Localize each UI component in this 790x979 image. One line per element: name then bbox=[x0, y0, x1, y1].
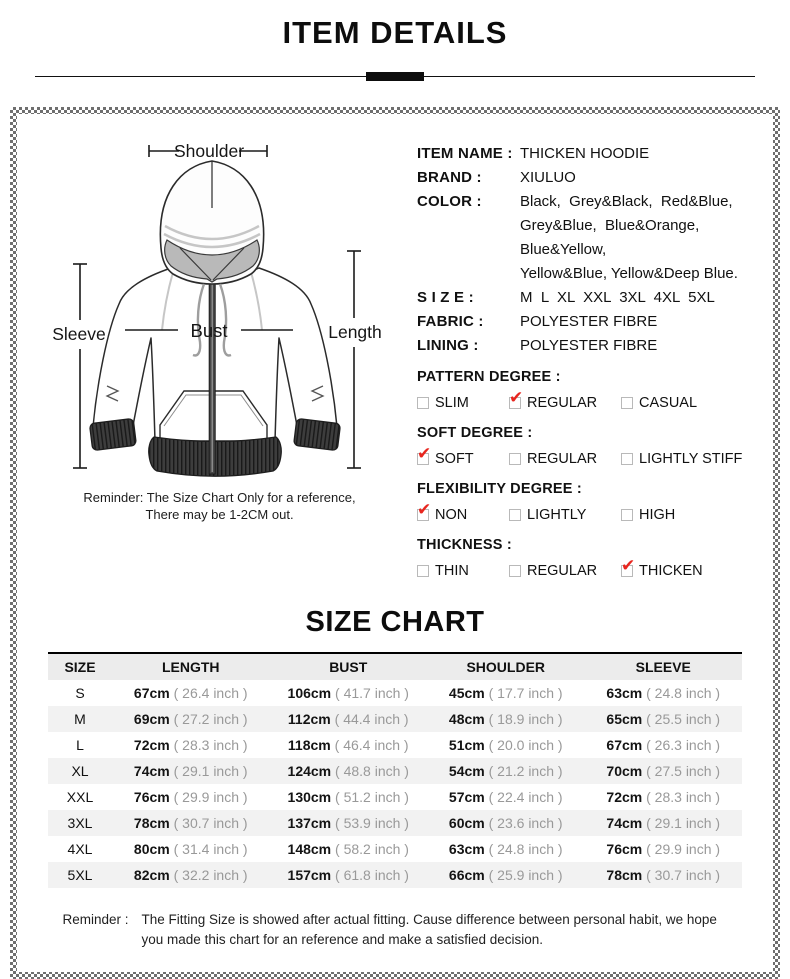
table-row bbox=[48, 810, 742, 836]
measure-cm: 63cm bbox=[448, 841, 485, 857]
measure-cell bbox=[427, 862, 585, 888]
column-header: SIZE bbox=[48, 653, 112, 680]
measure-cell bbox=[112, 836, 270, 862]
measure-cm: 124cm bbox=[287, 763, 332, 779]
option-regular bbox=[509, 388, 621, 411]
measure-inch: ( 20.0 inch ) bbox=[484, 737, 563, 753]
diagram-reminder-line1: Reminder: The Size Chart Only for a reference, bbox=[83, 490, 356, 505]
measure-inch: ( 27.2 inch ) bbox=[169, 711, 248, 727]
cuff-right bbox=[294, 418, 341, 450]
checkbox-unchecked[interactable] bbox=[621, 397, 633, 409]
measure-cm: 57cm bbox=[448, 789, 485, 805]
option-thin bbox=[417, 563, 509, 579]
checkered-frame bbox=[10, 107, 780, 979]
top-section bbox=[17, 122, 773, 582]
option-row bbox=[417, 500, 759, 526]
option-regular bbox=[509, 563, 621, 579]
option-label: THIN bbox=[435, 563, 469, 579]
measure-cell bbox=[270, 732, 428, 758]
option-lightly bbox=[509, 507, 621, 523]
option-row bbox=[417, 444, 759, 470]
measure-cell bbox=[112, 680, 270, 706]
spec-label: BRAND : bbox=[417, 169, 482, 186]
measure-cell bbox=[112, 732, 270, 758]
hoodie-illustration bbox=[27, 128, 412, 480]
measure-cell bbox=[585, 862, 743, 888]
option-label: CASUAL bbox=[639, 395, 698, 411]
measure-inch: ( 27.5 inch ) bbox=[642, 763, 721, 779]
option-group bbox=[417, 423, 759, 470]
measure-cm: 70cm bbox=[606, 763, 643, 779]
column-header: SLEEVE bbox=[585, 653, 743, 680]
measure-cm: 67cm bbox=[606, 737, 643, 753]
size-table-head-row bbox=[48, 653, 742, 680]
color-line: Yellow&Blue, Yellow&Deep Blue. bbox=[520, 265, 738, 282]
column-header: SHOULDER bbox=[427, 653, 585, 680]
option-group bbox=[417, 535, 759, 582]
option-groups bbox=[417, 367, 759, 582]
measure-cell bbox=[112, 758, 270, 784]
spec-label: ITEM NAME : bbox=[417, 145, 513, 162]
measure-cell bbox=[270, 706, 428, 732]
sleeve-label: Sleeve bbox=[52, 324, 106, 344]
measure-inch: ( 22.4 inch ) bbox=[484, 789, 563, 805]
measure-cm: 48cm bbox=[448, 711, 485, 727]
frame-content bbox=[17, 114, 773, 972]
measure-cm: 130cm bbox=[287, 789, 332, 805]
spec-label: COLOR : bbox=[417, 193, 482, 210]
checkbox-unchecked[interactable] bbox=[509, 565, 521, 577]
measure-cm: 54cm bbox=[448, 763, 485, 779]
checkbox-checked[interactable] bbox=[417, 444, 432, 465]
measure-cell bbox=[427, 810, 585, 836]
measure-cell bbox=[585, 836, 743, 862]
size-cell: L bbox=[76, 737, 84, 753]
size-cell: 3XL bbox=[67, 815, 93, 831]
measure-inch: ( 30.7 inch ) bbox=[642, 867, 721, 883]
measure-cell bbox=[270, 836, 428, 862]
measure-cm: 63cm bbox=[606, 685, 643, 701]
measure-inch: ( 24.8 inch ) bbox=[484, 841, 563, 857]
footer-reminder bbox=[63, 910, 728, 950]
measure-cm: 148cm bbox=[287, 841, 332, 857]
measure-cm: 69cm bbox=[133, 711, 170, 727]
table-row bbox=[48, 758, 742, 784]
measure-cell bbox=[427, 732, 585, 758]
table-row bbox=[48, 862, 742, 888]
measure-inch: ( 32.2 inch ) bbox=[169, 867, 248, 883]
measure-cm: 67cm bbox=[133, 685, 170, 701]
sleeve-measure bbox=[73, 264, 87, 468]
option-soft bbox=[417, 444, 509, 467]
option-label: SOFT bbox=[435, 451, 474, 467]
measure-inch: ( 26.3 inch ) bbox=[642, 737, 721, 753]
measure-inch: ( 46.4 inch ) bbox=[330, 737, 409, 753]
measure-cm: 72cm bbox=[606, 789, 643, 805]
checkbox-checked[interactable] bbox=[509, 388, 524, 409]
option-label: REGULAR bbox=[527, 395, 598, 411]
measure-cm: 78cm bbox=[606, 867, 643, 883]
length-measure bbox=[347, 251, 361, 468]
measure-cell bbox=[585, 732, 743, 758]
spec-label: LINING : bbox=[417, 337, 479, 354]
measure-cm: 137cm bbox=[287, 815, 332, 831]
measure-cell bbox=[585, 784, 743, 810]
measure-inch: ( 29.9 inch ) bbox=[642, 841, 721, 857]
page-title: ITEM DETAILS bbox=[282, 15, 508, 50]
measure-inch: ( 29.9 inch ) bbox=[169, 789, 248, 805]
measure-inch: ( 26.4 inch ) bbox=[169, 685, 248, 701]
option-group-title: FLEXIBILITY DEGREE : bbox=[417, 481, 582, 497]
color-values bbox=[520, 190, 759, 286]
column-header: BUST bbox=[270, 653, 428, 680]
spec-color bbox=[417, 190, 759, 286]
column-header: LENGTH bbox=[112, 653, 270, 680]
measure-inch: ( 17.7 inch ) bbox=[484, 685, 563, 701]
option-thicken bbox=[621, 556, 703, 579]
measure-cell bbox=[270, 680, 428, 706]
table-row bbox=[48, 836, 742, 862]
table-row bbox=[48, 706, 742, 732]
measure-inch: ( 23.6 inch ) bbox=[484, 815, 563, 831]
option-casual bbox=[621, 395, 697, 411]
option-label: REGULAR bbox=[527, 451, 598, 467]
spec-fabric bbox=[417, 310, 759, 334]
measure-cell bbox=[585, 706, 743, 732]
measure-cell bbox=[427, 758, 585, 784]
measure-inch: ( 53.9 inch ) bbox=[331, 815, 409, 831]
measure-cm: 118cm bbox=[287, 737, 331, 753]
measure-cm: 80cm bbox=[133, 841, 170, 857]
option-label: SLIM bbox=[435, 395, 469, 411]
measure-inch: ( 18.9 inch ) bbox=[484, 711, 563, 727]
measure-cm: 78cm bbox=[133, 815, 170, 831]
spec-lining bbox=[417, 334, 759, 358]
measure-cell bbox=[112, 784, 270, 810]
spec-label: FABRIC : bbox=[417, 313, 484, 330]
measure-inch: ( 48.8 inch ) bbox=[331, 763, 409, 779]
footer-reminder-label: Reminder : bbox=[62, 912, 129, 927]
measure-cm: 45cm bbox=[448, 685, 485, 701]
cuff-left bbox=[89, 418, 136, 450]
item-details-panel bbox=[417, 122, 773, 582]
measure-inch: ( 28.3 inch ) bbox=[642, 789, 721, 805]
measure-cm: 72cm bbox=[133, 737, 170, 753]
checkbox-checked[interactable] bbox=[621, 556, 636, 577]
bust-label: Bust bbox=[190, 320, 228, 341]
size-cell: M bbox=[74, 711, 86, 727]
table-row bbox=[48, 784, 742, 810]
diagram-reminder bbox=[27, 489, 412, 523]
measure-cell bbox=[427, 706, 585, 732]
size-cell: XXL bbox=[66, 789, 94, 805]
measure-cell bbox=[112, 862, 270, 888]
measure-cm: 74cm bbox=[133, 763, 170, 779]
spec-value: THICKEN HOODIE bbox=[520, 145, 650, 162]
measure-inch: ( 25.5 inch ) bbox=[642, 711, 721, 727]
size-cell: 4XL bbox=[67, 841, 93, 857]
option-label: LIGHTLY STIFF bbox=[639, 451, 743, 467]
check-icon: ✔ bbox=[621, 556, 636, 576]
hoodie-diagram bbox=[17, 122, 417, 582]
measure-cm: 66cm bbox=[448, 867, 485, 883]
spec-item-name bbox=[417, 142, 759, 166]
option-label: THICKEN bbox=[639, 563, 703, 579]
measure-inch: ( 51.2 inch ) bbox=[331, 789, 409, 805]
measure-inch: ( 25.9 inch ) bbox=[484, 867, 563, 883]
footer-reminder-text: The Fitting Size is showed after actual fitting. Cause difference between personal habit, we hope you made this chart for an reference and make a satisfied decision. bbox=[141, 912, 717, 947]
divider-center-bar bbox=[366, 72, 424, 81]
option-non bbox=[417, 500, 509, 523]
checkbox-unchecked[interactable] bbox=[417, 397, 429, 409]
measure-inch: ( 29.1 inch ) bbox=[169, 763, 248, 779]
option-group-title: THICKNESS : bbox=[417, 537, 512, 553]
spec-label: S I Z E : bbox=[417, 289, 474, 306]
option-label: NON bbox=[435, 507, 468, 523]
spec-value: M L XL XXL 3XL 4XL 5XL bbox=[520, 289, 715, 306]
checkbox-unchecked[interactable] bbox=[621, 509, 633, 521]
shoulder-label: Shoulder bbox=[173, 141, 245, 161]
size-chart-table bbox=[48, 652, 742, 888]
measure-inch: ( 24.8 inch ) bbox=[642, 685, 721, 701]
option-high bbox=[621, 507, 675, 523]
title-divider bbox=[35, 72, 755, 81]
check-icon: ✔ bbox=[417, 444, 432, 464]
measure-cm: 157cm bbox=[287, 867, 332, 883]
measure-cell bbox=[585, 680, 743, 706]
measure-inch: ( 30.7 inch ) bbox=[169, 815, 248, 831]
measure-cell bbox=[112, 810, 270, 836]
option-group bbox=[417, 479, 759, 526]
color-line: Grey&Blue, Blue&Orange, Blue&Yellow, bbox=[520, 217, 704, 258]
spec-value: POLYESTER FIBRE bbox=[520, 313, 658, 330]
checkbox-unchecked[interactable] bbox=[417, 565, 429, 577]
measure-inch: ( 41.7 inch ) bbox=[331, 685, 409, 701]
measure-cell bbox=[585, 810, 743, 836]
option-label: HIGH bbox=[639, 507, 676, 523]
measure-cm: 76cm bbox=[133, 789, 170, 805]
spec-value: XIULUO bbox=[520, 169, 576, 186]
option-lightly-stiff bbox=[621, 451, 742, 467]
size-cell: 5XL bbox=[67, 867, 93, 883]
length-label: Length bbox=[328, 322, 382, 342]
measure-cm: 106cm bbox=[287, 685, 332, 701]
checkbox-unchecked[interactable] bbox=[621, 453, 633, 465]
measure-cell bbox=[270, 758, 428, 784]
diagram-reminder-line2: There may be 1-2CM out. bbox=[145, 507, 294, 522]
option-group-title: PATTERN DEGREE : bbox=[417, 369, 561, 385]
measure-cell bbox=[270, 862, 428, 888]
checkbox-checked[interactable] bbox=[417, 500, 432, 521]
measure-inch: ( 29.1 inch ) bbox=[642, 815, 721, 831]
measure-inch: ( 28.3 inch ) bbox=[169, 737, 248, 753]
checkbox-unchecked[interactable] bbox=[509, 453, 521, 465]
measure-cell bbox=[427, 836, 585, 862]
measure-cell bbox=[427, 680, 585, 706]
checkbox-unchecked[interactable] bbox=[509, 509, 521, 521]
measure-cm: 51cm bbox=[448, 737, 485, 753]
check-icon: ✔ bbox=[509, 388, 524, 408]
measure-cm: 60cm bbox=[448, 815, 485, 831]
measure-cell bbox=[112, 706, 270, 732]
size-chart-title: SIZE CHART bbox=[305, 606, 485, 638]
measure-cell bbox=[427, 784, 585, 810]
measure-inch: ( 31.4 inch ) bbox=[169, 841, 248, 857]
measure-cell bbox=[585, 758, 743, 784]
measure-cell bbox=[270, 784, 428, 810]
measure-cm: 65cm bbox=[606, 711, 643, 727]
option-label: REGULAR bbox=[527, 563, 598, 579]
measure-inch: ( 61.8 inch ) bbox=[331, 867, 409, 883]
measure-cm: 76cm bbox=[606, 841, 643, 857]
size-table-body bbox=[48, 680, 742, 888]
measure-cell bbox=[270, 810, 428, 836]
option-group-title: SOFT DEGREE : bbox=[417, 425, 533, 441]
measure-cm: 74cm bbox=[606, 815, 643, 831]
size-cell: XL bbox=[71, 763, 89, 779]
option-row bbox=[417, 556, 759, 582]
table-row bbox=[48, 680, 742, 706]
table-row bbox=[48, 732, 742, 758]
spec-size bbox=[417, 286, 759, 310]
option-regular bbox=[509, 451, 621, 467]
option-group bbox=[417, 367, 759, 414]
option-slim bbox=[417, 395, 509, 411]
color-line: Black, Grey&Black, Red&Blue, bbox=[520, 193, 733, 210]
check-icon: ✔ bbox=[417, 500, 432, 520]
measure-inch: ( 21.2 inch ) bbox=[484, 763, 563, 779]
option-row bbox=[417, 388, 759, 414]
spec-brand bbox=[417, 166, 759, 190]
size-cell: S bbox=[75, 685, 85, 701]
measure-cm: 82cm bbox=[133, 867, 170, 883]
spec-value: POLYESTER FIBRE bbox=[520, 337, 658, 354]
measure-inch: ( 58.2 inch ) bbox=[331, 841, 409, 857]
option-label: LIGHTLY bbox=[527, 507, 587, 523]
measure-inch: ( 44.4 inch ) bbox=[330, 711, 409, 727]
measure-cm: 112cm bbox=[287, 711, 331, 727]
